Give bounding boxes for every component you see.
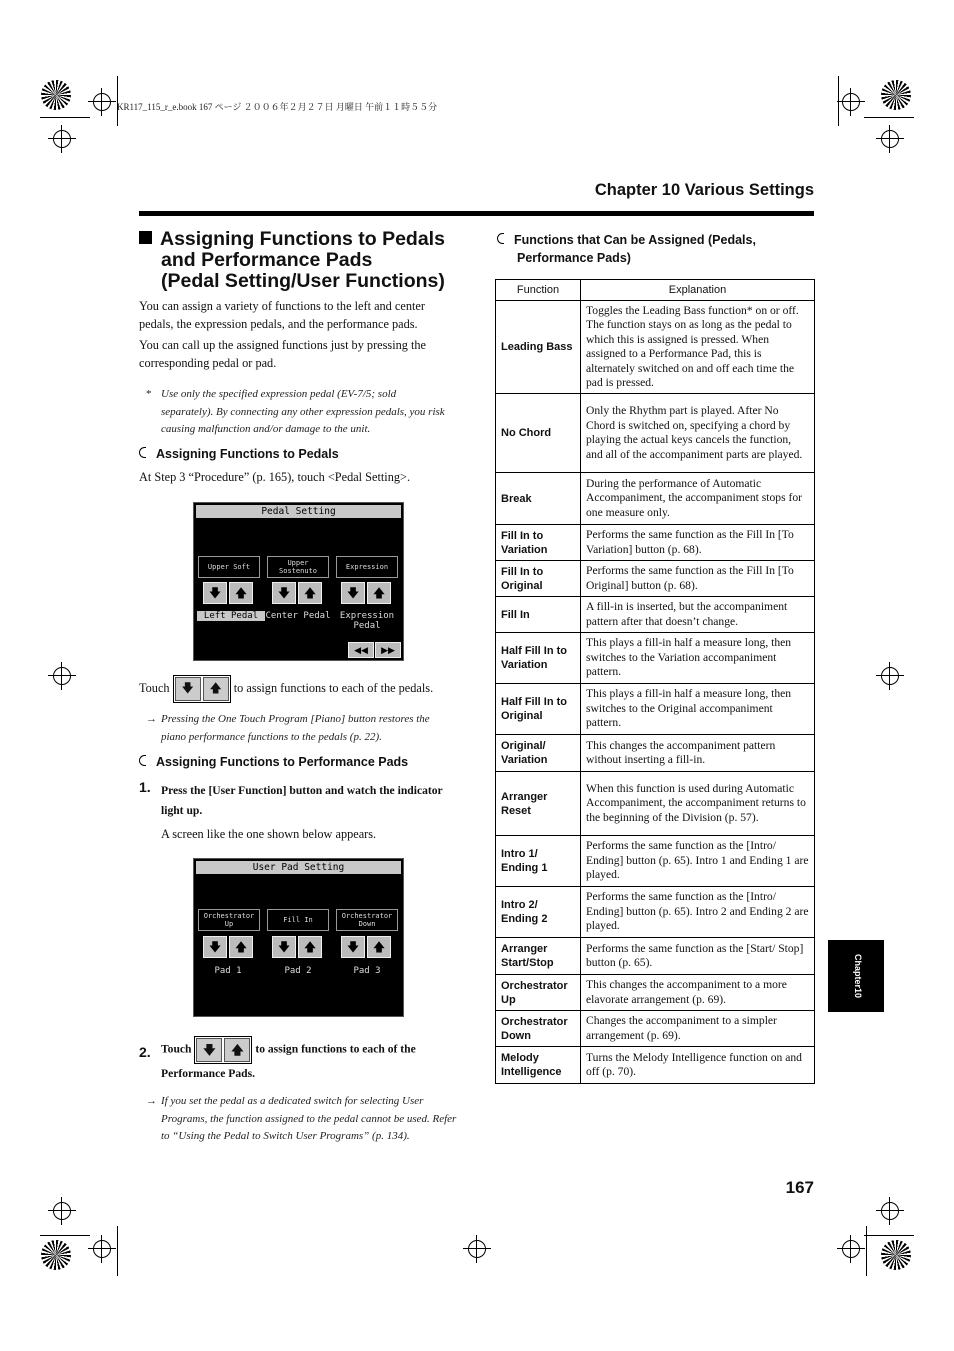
crop-mark-target [93, 1240, 111, 1258]
function-explanation-cell: When this function is used during Automatic Accompaniment, the accompaniment returns to the beginning of the Division (p. 57). [581, 772, 815, 836]
pad1-function-button[interactable]: Orchestrator Up [198, 909, 260, 931]
center-pedal-label: Center Pedal [265, 611, 331, 621]
section-title: Assigning Functions to Pedals and Performance Pads (Pedal Setting/User Functions) [139, 229, 464, 292]
crop-mark-target [842, 93, 860, 111]
step2-number: 2. [139, 1044, 151, 1060]
crop-mark-target [842, 1240, 860, 1258]
crop-mark-target [53, 1202, 71, 1220]
table-row [496, 735, 815, 772]
crop-mark-target [93, 93, 111, 111]
left-pedal-function-button[interactable]: Upper Soft [198, 556, 260, 578]
up-arrow-button[interactable] [367, 936, 391, 958]
intro-paragraph-2: You can call up the assigned functions just by pressing the corresponding pedal or pad. [139, 338, 427, 370]
function-name-cell: Orchestrator Down [496, 1011, 581, 1047]
table-row [496, 633, 815, 684]
pad2-label: Pad 2 [284, 966, 312, 976]
double-right-arrow-icon: ▶▶ [381, 645, 395, 655]
down-arrow-button[interactable] [203, 582, 227, 604]
table-row [496, 525, 815, 561]
crop-mark-target [881, 667, 899, 685]
down-arrow-icon: 🡇 [208, 586, 222, 600]
function-name-cell: Melody Intelligence [496, 1047, 581, 1084]
table-row [496, 938, 815, 975]
up-arrow-icon: 🡅 [203, 677, 229, 701]
expression-pedal-label: Expression Pedal [339, 611, 395, 631]
up-arrow-button[interactable] [298, 936, 322, 958]
crop-line [866, 1226, 867, 1276]
table-row [496, 975, 815, 1011]
function-explanation-cell: Toggles the Leading Bass function* on or off. The function stays on as long as the pedal to which this is assigned is pressed. When assigned to a Performance Pad, this is alternately switched on and off each time the pad is pressed. [581, 301, 815, 394]
page-number: 167 [785, 1178, 814, 1197]
function-name-cell: Leading Bass [496, 301, 581, 394]
down-arrow-icon: 🡇 [277, 586, 291, 600]
function-explanation-cell: A fill-in is inserted, but the accompaniment pattern after that doesn’t change. [581, 597, 815, 633]
table-row [496, 887, 815, 938]
function-name-cell: Original/ Variation [496, 735, 581, 772]
function-explanation-cell: This plays a fill-in half a measure long, then switches to the Variation accompaniment pattern. [581, 633, 815, 684]
registration-burst-bottom-right [881, 1240, 911, 1270]
crop-line [864, 117, 914, 118]
pedals-heading: Assigning Functions to Pedals [139, 447, 339, 461]
crop-mark-target [881, 130, 899, 148]
up-arrow-button[interactable] [298, 582, 322, 604]
expression-pedal-function-button[interactable]: Expression [336, 556, 398, 578]
function-explanation-cell: Performs the same function as the Fill In [To Variation] button (p. 68). [581, 525, 815, 561]
function-name-cell: Half Fill In to Variation [496, 633, 581, 684]
pedals-step-text: At Step 3 “Procedure” (p. 165), touch <Pedal Setting>. [139, 470, 411, 484]
function-explanation-cell: This plays a fill-in half a measure long, then switches to the Original accompaniment pattern. [581, 684, 815, 735]
function-explanation-cell: Performs the same function as the [Start/ Stop] button (p. 65). [581, 938, 815, 975]
up-arrow-icon: 🡅 [234, 940, 248, 954]
crop-line [864, 1235, 914, 1236]
down-arrow-icon: 🡇 [346, 940, 360, 954]
down-arrow-button[interactable] [341, 936, 365, 958]
pads-arrow-note: → If you set the pedal as a dedicated switch for selecting User Programs, the function assigned to the pedal cannot be used. Refer to “Using the Pedal to Switch User Programs” (p. 134). [146, 1095, 457, 1142]
intro-paragraph-1: You can assign a variety of functions to the left and center pedals, the expression pedals, and the performance pads. [139, 299, 425, 331]
function-name-cell: Intro 2/ Ending 2 [496, 887, 581, 938]
table-row [496, 836, 815, 887]
down-arrow-icon: 🡇 [346, 586, 360, 600]
step1-text: Press the [User Function] button and watch the indicator light up. [161, 784, 443, 817]
screen-title: User Pad Setting [196, 861, 401, 874]
table-row [496, 1011, 815, 1047]
down-arrow-icon: 🡇 [208, 940, 222, 954]
right-arrow-icon: → [146, 1095, 157, 1107]
table-row [496, 1047, 815, 1084]
function-name-cell: Fill In to Original [496, 561, 581, 597]
crop-line [40, 117, 90, 118]
crop-mark-target [881, 1202, 899, 1220]
page-prev-button[interactable] [348, 642, 374, 658]
chapter-heading: Chapter 10 Various Settings [594, 181, 814, 199]
user-pad-setting-screen [193, 858, 404, 1017]
up-arrow-icon: 🡅 [224, 1038, 250, 1062]
crop-mark-target [468, 1240, 486, 1258]
open-circle-icon [497, 233, 504, 244]
left-pedal-label: Left Pedal [197, 611, 265, 621]
crop-line [838, 76, 839, 126]
registration-burst-top-right [881, 80, 911, 110]
function-explanation-cell: Performs the same function as the Fill In [To Original] button (p. 68). [581, 561, 815, 597]
function-name-cell: Break [496, 473, 581, 525]
pedals-arrow-note: → Pressing the One Touch Program [Piano] button restores the piano performance functions to the pedals (p. 22). [146, 713, 430, 743]
down-arrow-button[interactable] [272, 936, 296, 958]
table-row [496, 394, 815, 473]
step2-text: Touch 🡇 🡅 to assign functions to each of the Performance Pads. [161, 1036, 461, 1084]
screen-title: Pedal Setting [196, 505, 401, 518]
function-explanation-cell: This changes the accompaniment to a more elavorate arrangement (p. 69). [581, 975, 815, 1011]
pads-heading: Assigning Functions to Performance Pads [139, 755, 408, 769]
table-row [496, 684, 815, 735]
crop-line [40, 1235, 90, 1236]
asterisk-icon: * [146, 388, 152, 400]
function-name-cell: Half Fill In to Original [496, 684, 581, 735]
pad2-function-button[interactable]: Fill In [267, 909, 329, 931]
function-name-cell: No Chord [496, 394, 581, 473]
black-square-icon [139, 231, 152, 244]
table-row [496, 473, 815, 525]
asterisk-note: * Use only the specified expression pedal (EV-7/5; sold separately). By connecting any other expression pedals, you risk causing malfunction and/or damage to the unit. [146, 388, 445, 435]
pedal-setting-screen [193, 502, 404, 661]
down-arrow-button[interactable] [341, 582, 365, 604]
function-explanation-cell: This changes the accompaniment pattern without inserting a fill-in. [581, 735, 815, 772]
down-arrow-button[interactable] [272, 582, 296, 604]
function-name-cell: Fill In to Variation [496, 525, 581, 561]
step1-sub: A screen like the one shown below appears. [161, 827, 377, 841]
pad3-label: Pad 3 [353, 966, 381, 976]
function-explanation-cell: During the performance of Automatic Accompaniment, the accompaniment stops for one measure only. [581, 473, 815, 525]
function-explanation-cell: Only the Rhythm part is played. After No Chord is switched on, specifying a chord by playing the actual keys cancels the function, and all of the accompaniment parts are played. [581, 394, 815, 473]
up-arrow-icon: 🡅 [372, 940, 386, 954]
center-pedal-function-button[interactable]: Upper Sostenuto [267, 556, 329, 578]
functions-heading: Functions that Can be Assigned (Pedals, Performance Pads) [497, 231, 812, 267]
pad1-label: Pad 1 [214, 966, 242, 976]
right-arrow-icon: → [146, 713, 157, 725]
pad3-function-button[interactable]: Orchestrator Down [336, 909, 398, 931]
header-rule [139, 211, 814, 216]
arrow-buttons-icon [194, 1036, 252, 1064]
function-explanation-cell: Changes the accompaniment to a simpler arrangement (p. 69). [581, 1011, 815, 1047]
up-arrow-icon: 🡅 [234, 586, 248, 600]
table-row [496, 301, 815, 394]
crop-mark-target [53, 130, 71, 148]
function-name-cell: Arranger Reset [496, 772, 581, 836]
function-explanation-cell: Performs the same function as the [Intro/ Ending] button (p. 65). Intro 2 and Ending 2 are played. [581, 887, 815, 938]
function-name-cell: Arranger Start/Stop [496, 938, 581, 975]
function-name-cell: Intro 1/ Ending 1 [496, 836, 581, 887]
function-name-cell: Fill In [496, 597, 581, 633]
file-header: KR117_115_r_e.book 167 ページ ２００６年２月２７日 月曜日 午前１１時５５分 [117, 102, 438, 112]
up-arrow-button[interactable] [229, 582, 253, 604]
down-arrow-icon: 🡇 [277, 940, 291, 954]
double-left-arrow-icon: ◀◀ [354, 645, 368, 655]
function-explanation-cell: Turns the Melody Intelligence function on and off (p. 70). [581, 1047, 815, 1084]
registration-burst-top-left [41, 80, 71, 110]
chapter-side-tab: Chapter10 [828, 940, 884, 1012]
registration-burst-bottom-left [41, 1240, 71, 1270]
down-arrow-icon: 🡇 [196, 1038, 222, 1062]
up-arrow-icon: 🡅 [303, 586, 317, 600]
column-header-function: Function [496, 280, 581, 301]
page-next-button[interactable] [375, 642, 401, 658]
crop-mark-target [53, 667, 71, 685]
function-explanation-cell: Performs the same function as the [Intro/ Ending] button (p. 65). Intro 1 and Ending 1 are played. [581, 836, 815, 887]
down-arrow-button[interactable] [203, 936, 227, 958]
down-arrow-icon: 🡇 [175, 677, 201, 701]
crop-line [117, 1226, 118, 1276]
up-arrow-icon: 🡅 [372, 586, 386, 600]
pedals-touch-instruction: Touch 🡇 🡅 to assign functions to each of the pedals. [139, 675, 469, 703]
step1-number: 1. [139, 779, 151, 795]
function-name-cell: Orchestrator Up [496, 975, 581, 1011]
up-arrow-button[interactable] [229, 936, 253, 958]
up-arrow-icon: 🡅 [303, 940, 317, 954]
column-header-explanation: Explanation [581, 280, 815, 301]
table-row [496, 561, 815, 597]
functions-table [495, 279, 815, 1084]
table-row [496, 772, 815, 836]
up-arrow-button[interactable] [367, 582, 391, 604]
arrow-buttons-icon [173, 675, 231, 703]
open-circle-icon [139, 447, 146, 458]
table-row [496, 597, 815, 633]
open-circle-icon [139, 755, 146, 766]
